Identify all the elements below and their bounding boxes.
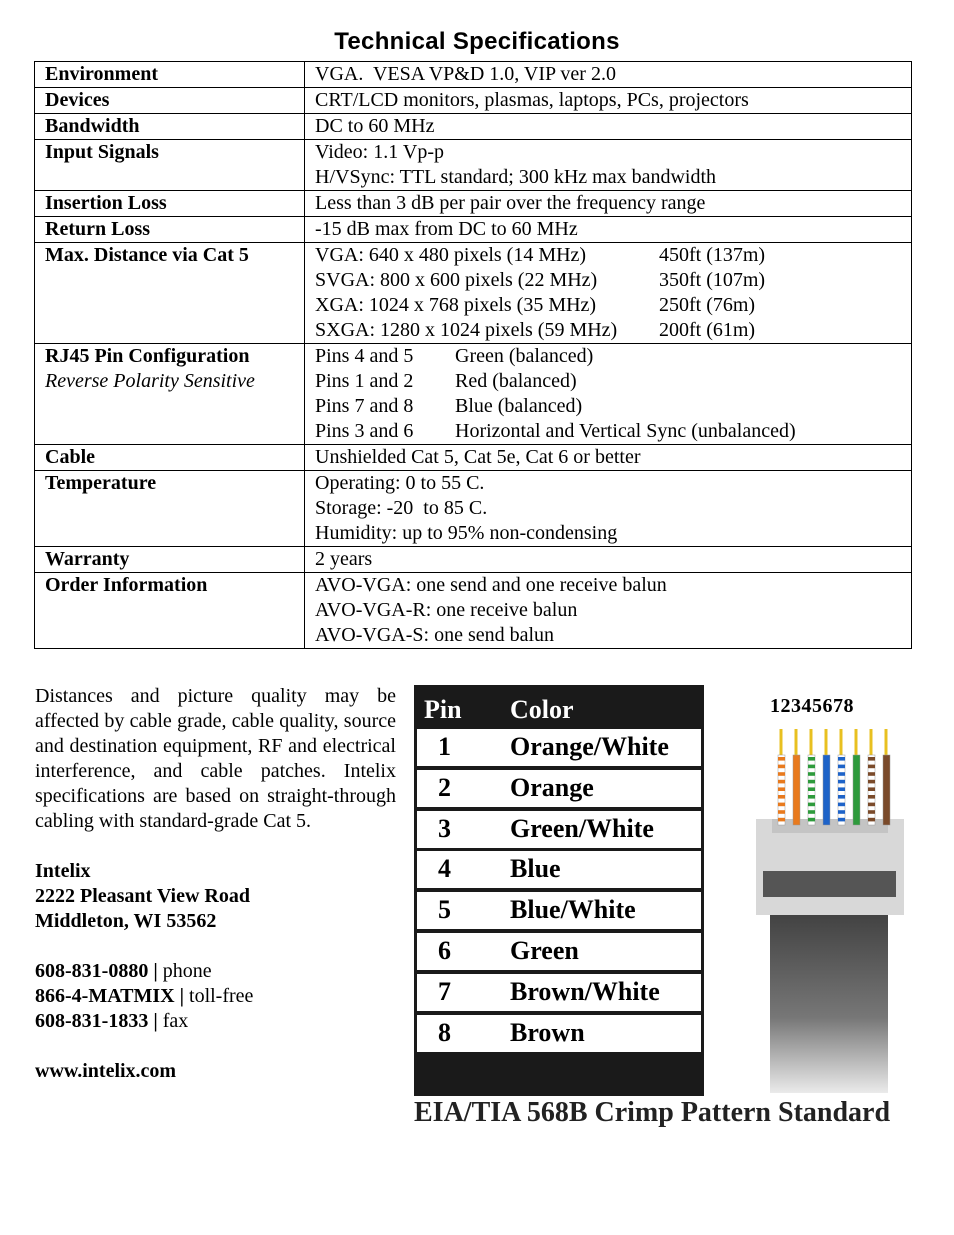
spec-label-text: Order Information <box>45 574 208 596</box>
pin-number: 1 <box>438 732 451 761</box>
spec-value-detail: 450ft (137m) <box>659 244 766 266</box>
wire-stripe <box>868 795 875 799</box>
separator: | <box>174 985 190 1007</box>
spec-value-line: Storage: -20 to 85 C. <box>315 497 488 519</box>
wire-stripe <box>868 765 875 769</box>
spec-label-text: RJ45 Pin Configuration <box>45 345 250 367</box>
wire-stripe <box>778 765 785 769</box>
wire-stripe <box>868 780 875 784</box>
wire-stripe <box>868 810 875 814</box>
spec-value-detail: 200ft (61m) <box>659 319 756 341</box>
color-header: Color <box>510 695 574 724</box>
spec-value-line <box>315 268 901 293</box>
spec-row <box>35 217 912 243</box>
spec-value-line: AVO-VGA: one send and one receive balun <box>315 574 667 596</box>
wire-stripe <box>808 780 815 784</box>
spec-value-key: Pins 4 and 5 <box>315 345 414 367</box>
wire-stripe <box>808 803 815 807</box>
wire-stripe <box>778 803 785 807</box>
pin-number: 7 <box>438 976 451 1006</box>
wire-group <box>778 729 890 825</box>
pin-contact <box>810 729 813 755</box>
spec-value-key: Pins 3 and 6 <box>315 420 414 442</box>
pinout-row <box>417 729 701 766</box>
pin-color: Orange/White <box>510 732 669 761</box>
pin-number: 4 <box>438 854 451 884</box>
tollfree-kind: toll-free <box>189 985 254 1007</box>
wire-stripe <box>868 772 875 776</box>
fax-kind: fax <box>162 1010 189 1032</box>
website-link[interactable]: www.intelix.com <box>35 1060 177 1082</box>
spec-value-line <box>315 419 901 444</box>
pin-number: 3 <box>438 813 451 843</box>
pinout-row <box>417 974 701 1011</box>
spec-value-line <box>315 293 901 318</box>
separator: | <box>148 960 163 982</box>
wire-6 <box>853 755 860 825</box>
spec-row <box>35 573 912 649</box>
spec-label-text: Bandwidth <box>45 115 140 137</box>
notes-column <box>35 684 396 1084</box>
spec-value-line: Humidity: up to 95% non-condensing <box>315 522 618 544</box>
spec-sublabel: Reverse Polarity Sensitive <box>45 370 255 392</box>
spec-row <box>35 114 912 140</box>
pin-color: Brown <box>510 1017 585 1047</box>
spec-label <box>35 547 305 573</box>
spec-value-detail: Green (balanced) <box>455 345 594 367</box>
wire-stripe <box>778 810 785 814</box>
spec-value <box>305 573 912 649</box>
pin-color: Brown/White <box>510 976 660 1006</box>
spec-value-line: AVO-VGA-S: one send balun <box>315 624 555 646</box>
spec-row <box>35 140 912 191</box>
pinout-row <box>417 811 701 848</box>
wire-8 <box>883 755 890 825</box>
spec-label-text: Temperature <box>45 472 157 494</box>
wire-stripe <box>838 757 845 761</box>
wire-stripe <box>808 810 815 814</box>
spec-value-line <box>315 318 901 343</box>
wire-stripe <box>838 818 845 822</box>
spec-value-detail: Horizontal and Vertical Sync (unbalanced) <box>455 420 796 442</box>
tollfree-line <box>35 984 396 1009</box>
wire-stripe <box>808 818 815 822</box>
wire-stripe <box>778 757 785 761</box>
pin-color: Green <box>510 936 579 965</box>
pinout-row <box>417 770 701 807</box>
rj45-connector-diagram <box>754 693 914 1093</box>
spec-value <box>305 140 912 191</box>
spec-value-key: SXGA: 1280 x 1024 pixels (59 MHz) <box>315 319 618 341</box>
spec-value <box>305 191 912 217</box>
spec-label <box>35 114 305 140</box>
wire-2 <box>793 755 800 825</box>
wire-stripe <box>778 795 785 799</box>
spec-row <box>35 344 912 445</box>
spec-label-text: Max. Distance via Cat 5 <box>45 244 249 266</box>
spec-row <box>35 445 912 471</box>
pinout-caption: EIA/TIA 568B Crimp Pattern Standard <box>414 1097 891 1128</box>
spec-value-line <box>315 369 901 394</box>
wire-stripe <box>808 765 815 769</box>
wire-stripe <box>838 787 845 791</box>
spec-value-line: H/VSync: TTL standard; 300 kHz max bandwidth <box>315 166 717 188</box>
spec-value-line: -15 dB max from DC to 60 MHz <box>315 218 578 240</box>
spec-label <box>35 140 305 191</box>
spec-row <box>35 547 912 573</box>
spec-value-key: Pins 1 and 2 <box>315 370 414 392</box>
spec-label <box>35 62 305 88</box>
spec-value-detail: Red (balanced) <box>455 370 577 392</box>
page-title: Technical Specifications <box>334 28 620 55</box>
wire-stripe <box>808 772 815 776</box>
wire-stripe <box>778 772 785 776</box>
spec-label <box>35 191 305 217</box>
pin-contact <box>780 729 783 755</box>
wire-stripe <box>808 795 815 799</box>
company-name: Intelix <box>35 860 91 882</box>
wire-stripe <box>808 787 815 791</box>
company-street: 2222 Pleasant View Road <box>35 885 250 907</box>
spec-label-text: Devices <box>45 89 110 111</box>
spec-value-line: DC to 60 MHz <box>315 115 435 137</box>
spec-value-line: 2 years <box>315 548 373 570</box>
spec-label-text: Warranty <box>45 548 130 570</box>
spec-value-line <box>315 344 901 369</box>
distance-disclaimer: Distances and picture quality may be affected by cable grade, cable quality, source and destination equipment, RF and electrical interference, and cable patches. Intelix specifications are based on straight-through cabling with standard-grade Cat 5. <box>35 685 396 832</box>
wire-stripe <box>868 803 875 807</box>
pin-number: 8 <box>438 1017 451 1047</box>
spec-label <box>35 88 305 114</box>
spec-value-line: Less than 3 dB per pair over the frequency range <box>315 192 706 214</box>
wire-stripe <box>868 818 875 822</box>
pin-number: 6 <box>438 936 451 965</box>
spec-label-text: Environment <box>45 63 158 85</box>
pin-contact <box>870 729 873 755</box>
wire-stripe <box>808 757 815 761</box>
spec-value <box>305 547 912 573</box>
pin-contact <box>825 729 828 755</box>
phone-line <box>35 959 396 984</box>
pin-color: Orange <box>510 772 594 802</box>
wire-stripe <box>838 780 845 784</box>
spec-row <box>35 243 912 344</box>
connector-body <box>756 819 904 915</box>
spec-value-line: Video: 1.1 Vp-p <box>315 141 444 163</box>
spec-value-detail: 350ft (107m) <box>659 269 766 291</box>
spec-label <box>35 217 305 243</box>
separator: | <box>148 1010 163 1032</box>
pin-color: Blue <box>510 854 561 884</box>
pinout-row <box>417 933 701 970</box>
pinout-table <box>414 685 704 1096</box>
wire-stripe <box>838 803 845 807</box>
wire-stripe <box>838 810 845 814</box>
wire-stripe <box>838 795 845 799</box>
spec-value-detail: 250ft (76m) <box>659 294 756 316</box>
wire-4 <box>823 755 830 825</box>
pin-contact <box>795 729 798 755</box>
spec-label <box>35 344 305 445</box>
wire-stripe <box>778 780 785 784</box>
spec-value-key: VGA: 640 x 480 pixels (14 MHz) <box>315 244 587 266</box>
phone-number: 608-831-0880 <box>35 960 149 982</box>
pin-contact <box>840 729 843 755</box>
connector-pin-numbers: 12345678 <box>770 695 854 717</box>
spec-value <box>305 445 912 471</box>
wire-stripe <box>778 818 785 822</box>
phone-kind: phone <box>162 960 212 982</box>
wire-stripe <box>868 787 875 791</box>
spec-label-text: Cable <box>45 446 95 468</box>
pin-color: Blue/White <box>510 895 636 925</box>
spec-value <box>305 88 912 114</box>
spec-label <box>35 243 305 344</box>
spec-label-text: Input Signals <box>45 141 159 163</box>
pinout-row <box>417 892 701 929</box>
wire-stripe <box>868 757 875 761</box>
spec-value-key: Pins 7 and 8 <box>315 395 414 417</box>
spec-row <box>35 62 912 88</box>
spec-value-line: Operating: 0 to 55 C. <box>315 472 485 494</box>
pin-number: 5 <box>438 895 451 925</box>
spec-value <box>305 62 912 88</box>
spec-value-line <box>315 394 901 419</box>
connector-latch <box>763 871 896 897</box>
spec-value-key: XGA: 1024 x 768 pixels (35 MHz) <box>315 294 597 316</box>
pin-color: Green/White <box>510 813 654 843</box>
spec-value <box>305 344 912 445</box>
wire-stripe <box>838 772 845 776</box>
wire-stripe <box>778 787 785 791</box>
pin-header: Pin <box>424 695 462 724</box>
pin-contact <box>855 729 858 755</box>
pin-number: 2 <box>438 772 451 802</box>
spec-value <box>305 471 912 547</box>
spec-label-text: Return Loss <box>45 218 151 240</box>
spec-value-detail: Blue (balanced) <box>455 395 583 417</box>
spec-value-key: SVGA: 800 x 600 pixels (22 MHz) <box>315 269 598 291</box>
spec-value <box>305 114 912 140</box>
spec-value-line: AVO-VGA-R: one receive balun <box>315 599 578 621</box>
pinout-row <box>417 1015 701 1052</box>
spec-label <box>35 573 305 649</box>
spec-value-line: CRT/LCD monitors, plasmas, laptops, PCs, projectors <box>315 89 749 111</box>
spec-row <box>35 191 912 217</box>
spec-value-line <box>315 243 901 268</box>
spec-value-line: VGA. VESA VP&D 1.0, VIP ver 2.0 <box>315 63 616 85</box>
spec-label <box>35 445 305 471</box>
spec-value <box>305 217 912 243</box>
spec-row <box>35 471 912 547</box>
spec-value-line: Unshielded Cat 5, Cat 5e, Cat 6 or better <box>315 446 641 468</box>
spec-label-text: Insertion Loss <box>45 192 167 214</box>
fax-line <box>35 1009 396 1034</box>
pin-contact <box>885 729 888 755</box>
spec-row <box>35 88 912 114</box>
company-city: Middleton, WI 53562 <box>35 910 217 932</box>
wire-stripe <box>838 765 845 769</box>
tollfree-number: 866-4-MATMIX <box>35 985 175 1007</box>
fax-number: 608-831-1833 <box>35 1010 149 1032</box>
pinout-row <box>417 851 701 888</box>
spec-table <box>34 61 912 649</box>
spec-value <box>305 243 912 344</box>
cable-jacket <box>770 898 888 1093</box>
spec-label <box>35 471 305 547</box>
